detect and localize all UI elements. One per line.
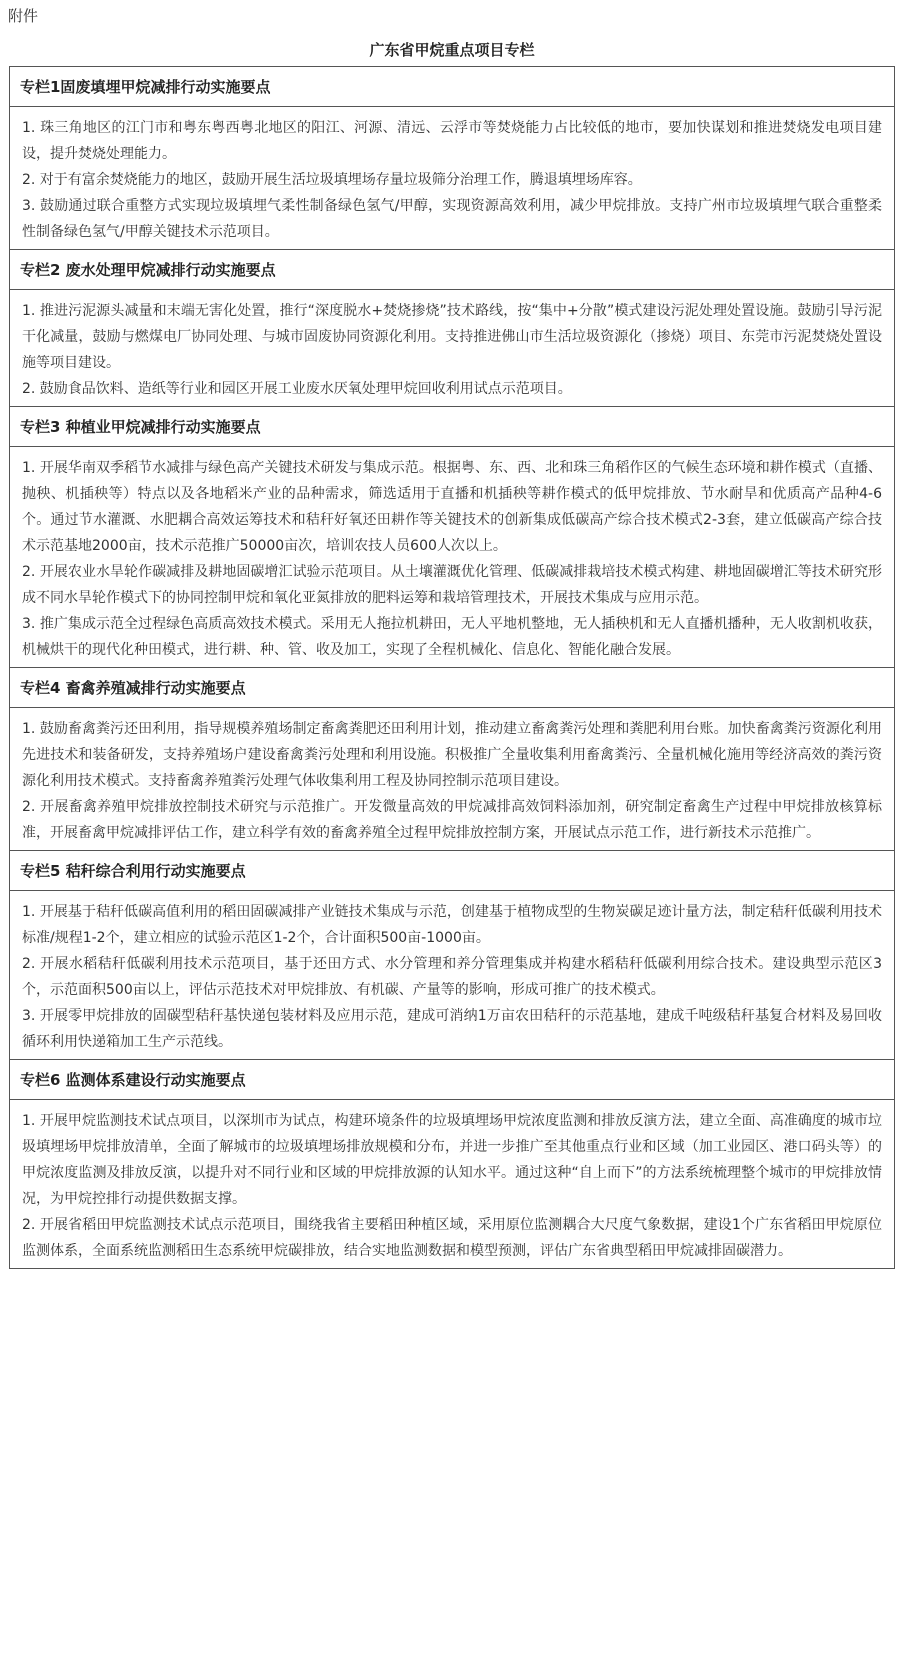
document-title: 广东省甲烷重点项目专栏: [369, 41, 535, 59]
section-4-item-1: 1. 鼓励畜禽粪污还田利用，指导规模养殖场制定畜禽粪肥还田利用计划，推动建立畜禽粪污处理和粪肥利用台账。加快畜禽粪污资源化利用先进技术和装备研发，支持养殖场户建设畜禽粪污处理和利用设施。积极推广全量收集利用畜禽粪污、全量机械化施用等经济高效的粪污资源化利用技术模式。支持畜禽养殖粪污处理气体收集利用工程及协同控制示范项目建设。: [22, 721, 882, 789]
section-3-item-2: 2. 开展农业水旱轮作碳减排及耕地固碳增汇试验示范项目。从土壤灌溉优化管理、低碳减排栽培技术模式构建、耕地固碳增汇等技术研究形成不同水旱轮作模式下的协同控制甲烷和氧化亚氮排放的肥料运筹和栽培管理技术，开展技术集成与应用示范。: [22, 564, 882, 606]
section-1-header: 专栏1固废填埋甲烷减排行动实施要点: [10, 67, 894, 107]
section-3-body: [10, 447, 894, 667]
section-5-header: 专栏5 秸秆综合利用行动实施要点: [10, 851, 894, 891]
section-6-header: 专栏6 监测体系建设行动实施要点: [10, 1060, 894, 1100]
section-1-item-1: 1. 珠三角地区的江门市和粤东粤西粤北地区的阳江、河源、清远、云浮市等焚烧能力占比较低的地市，要加快谋划和推进焚烧发电项目建设，提升焚烧处理能力。: [22, 120, 882, 162]
section-3: [9, 407, 895, 668]
section-3-header: 专栏3 种植业甲烷减排行动实施要点: [10, 407, 894, 447]
section-1: [9, 67, 895, 250]
attachment-label: 附件: [8, 7, 39, 25]
section-6-item-1: 1. 开展甲烷监测技术试点项目，以深圳市为试点，构建环境条件的垃圾填埋场甲烷浓度监测和排放反演方法，建立全面、高准确度的城市垃圾填埋场甲烷排放清单，全面了解城市的垃圾填埋场排放规模和分布，并进一步推广至其他重点行业和区域（加工业园区、港口码头等）的甲烷浓度监测及排放反演，以提升对不同行业和区域的甲烷排放源的认知水平。通过这种“自上而下”的方法系统梳理整个城市的甲烷排放情况，为甲烷控排行动提供数据支撑。: [22, 1113, 882, 1207]
section-5-body: [10, 891, 894, 1059]
section-1-body: [10, 107, 894, 249]
section-1-item-2: 2. 对于有富余焚烧能力的地区，鼓励开展生活垃圾填埋场存量垃圾筛分治理工作，腾退填埋场库容。: [22, 172, 642, 188]
section-5-item-3: 3. 开展零甲烷排放的固碳型秸秆基快递包装材料及应用示范，建成可消纳1万亩农田秸秆的示范基地，建成千吨级秸秆基复合材料及易回收循环利用快递箱加工生产示范线。: [22, 1008, 882, 1050]
section-2-item-2: 2. 鼓励食品饮料、造纸等行业和园区开展工业废水厌氧处理甲烷回收利用试点示范项目。: [22, 381, 572, 397]
section-3-item-1: 1. 开展华南双季稻节水减排与绿色高产关键技术研发与集成示范。根据粤、东、西、北和珠三角稻作区的气候生态环境和耕作模式（直播、抛秧、机插秧等）特点以及各地稻米产业的品种需求，筛选适用于直播和机插秧等耕作模式的低甲烷排放、节水耐旱和优质高产品种4-6个。通过节水灌溉、水肥耦合高效运筹技术和秸秆好氧还田耕作等关键技术的创新集成低碳高产综合技术模式2-3套，建立低碳高产综合技术示范基地2000亩，技术示范推广50000亩次，培训农技人员600人次以上。: [22, 460, 882, 554]
section-5-item-1: 1. 开展基于秸秆低碳高值利用的稻田固碳减排产业链技术集成与示范，创建基于植物成型的生物炭碳足迹计量方法，制定秸秆低碳利用技术标准/规程1-2个，建立相应的试验示范区1-2个，合计面积500亩-1000亩。: [22, 904, 882, 946]
section-1-item-3: 3. 鼓励通过联合重整方式实现垃圾填埋气柔性制备绿色氢气/甲醇，实现资源高效利用，减少甲烷排放。支持广州市垃圾填埋气联合重整柔性制备绿色氢气/甲醇关键技术示范项目。: [22, 198, 882, 240]
section-6-item-2: 2. 开展省稻田甲烷监测技术试点示范项目，围绕我省主要稻田种植区域，采用原位监测耦合大尺度气象数据，建设1个广东省稻田甲烷原位监测体系，全面系统监测稻田生态系统甲烷碳排放，结合实地监测数据和模型预测，评估广东省典型稻田甲烷减排固碳潜力。: [22, 1217, 882, 1259]
section-5-item-2: 2. 开展水稻秸秆低碳利用技术示范项目，基于还田方式、水分管理和养分管理集成并构建水稻秸秆低碳利用综合技术。建设典型示范区3个，示范面积500亩以上，评估示范技术对甲烷排放、有机碳、产量等的影响，形成可推广的技术模式。: [22, 956, 882, 998]
section-4-header: 专栏4 畜禽养殖减排行动实施要点: [10, 668, 894, 708]
section-5: [9, 851, 895, 1060]
section-2: [9, 250, 895, 407]
section-6: [9, 1060, 895, 1269]
section-4-body: [10, 708, 894, 850]
section-4-item-2: 2. 开展畜禽养殖甲烷排放控制技术研究与示范推广。开发微量高效的甲烷减排高效饲料添加剂，研究制定畜禽生产过程中甲烷排放核算标准，开展畜禽甲烷减排评估工作，建立科学有效的畜禽养殖全过程甲烷排放控制方案，开展试点示范工作，进行新技术示范推广。: [22, 799, 882, 841]
section-2-item-1: 1. 推进污泥源头减量和末端无害化处置，推行“深度脱水+焚烧掺烧”技术路线，按“集中+分散”模式建设污泥处理处置设施。鼓励引导污泥干化减量，鼓励与燃煤电厂协同处理、与城市固废协同资源化利用。支持推进佛山市生活垃圾资源化（掺烧）项目、东莞市污泥焚烧处置设施等项目建设。: [22, 303, 882, 371]
section-2-body: [10, 290, 894, 406]
section-4: [9, 668, 895, 851]
section-6-body: [10, 1100, 894, 1268]
sections-table: [9, 66, 895, 1269]
section-3-item-3: 3. 推广集成示范全过程绿色高质高效技术模式。采用无人拖拉机耕田，无人平地机整地，无人插秧机和无人直播机播种，无人收割机收获，机械烘干的现代化种田模式，进行耕、种、管、收及加工，实现了全程机械化、信息化、智能化融合发展。: [22, 616, 882, 658]
section-2-header: 专栏2 废水处理甲烷减排行动实施要点: [10, 250, 894, 290]
